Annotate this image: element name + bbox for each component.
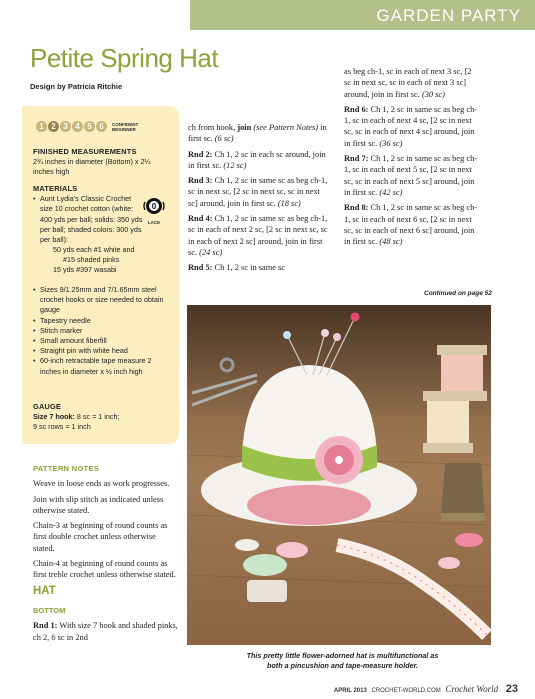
instruction-rnd-2: Rnd 2: Ch 1, 2 sc in each sc around, join in first sc. (12 sc) [188,149,326,170]
instruction-rnd-3: Rnd 3: Ch 1, 2 sc in same sc as beg ch-1, sc in next sc, [2 sc in next sc, sc in next sc] around, join in first sc. (18 sc) [188,176,328,208]
pattern-note: Join with slip stitch as indicated unless otherwise stated. [33,494,164,515]
instruction-rnd-8: Rnd 8: Ch 1, 2 sc in same sc as beg ch-1, sc in each of next 6 sc, [2 sc in next sc, sc in each of next 6 sc] around, join in first sc. (48 sc) [344,203,478,247]
instructions-column-3 [344,66,479,251]
footer-website: CROCHET-WORLD.COM [371,688,441,694]
materials-item: • Stitch marker [33,326,173,336]
pincushion-base [247,485,371,525]
skill-dot: 5 [84,121,95,132]
materials-item: • Straight pin with white head [33,346,173,356]
instructions-column-2 [188,122,328,278]
flower-icon [315,436,363,484]
materials-item: • 60-inch retractable tape measure 2 inches in diameter x ½ inch high [33,356,173,376]
materials-item: • Sizes 9/1.25mm and 7/1.65mm steel crochet hooks or size needed to obtain gauge [33,285,173,316]
instruction-rnd-1-cont: ch from hook, join (see Pattern Notes) in first sc. (6 sc) [188,123,327,144]
materials-list-rest [33,285,173,377]
yarn-weight-label: LACE [147,220,161,225]
gauge-hook: Size 7 hook: [33,412,75,422]
skill-dot: 1 [36,121,47,132]
photo-caption: This pretty little flower-adorned hat is multifunctional as both a pincushion and tape-measure holder. [246,651,439,670]
continued-note: Continued on page 52 [424,290,492,297]
instruction-rnd-5: Rnd 5: Ch 1, 2 sc in same sc [188,263,286,273]
section-label: GARDEN PARTY [376,6,521,25]
bottom-heading: BOTTOM [33,605,66,615]
instruction-rnd-6: Rnd 6: Ch 1, 2 sc in same sc as beg ch-1, sc in each of next 4 sc, [2 sc in next sc, sc in each of next 4 sc] around, join in first sc. (36 sc) [344,104,478,148]
hat-heading: HAT [33,584,56,597]
pattern-notes-heading: PATTERN NOTES [33,464,100,473]
skill-level [36,121,142,132]
gauge-heading: GAUGE [33,402,62,411]
footer-date: APRIL 2013 [333,688,367,694]
materials-heading: MATERIALS [33,184,78,193]
hat-photo [187,305,491,645]
finished-measurements [33,147,173,178]
gauge-block: GAUGE Size 7 hook: 8 sc = 1 inch; 9 sc rows = 1 inch [33,402,173,433]
yarn-weight-number: 0 [151,202,157,211]
page-number: 23 [505,683,518,695]
instruction-rnd-1: Rnd 1: With size 7 hook and shaded pinks, ch 2, 6 sc in 2nd [33,621,178,642]
pattern-note: Chain-4 at beginning of round counts as first treble crochet unless otherwise stated. [33,559,176,580]
instruction-rnd-7: Rnd 7: Ch 1, 2 sc in same sc as beg ch-1, sc in each of next 5 sc, [2 sc in next sc, sc in each of next 5 sc] around, join in first sc. (42 sc) [344,154,478,197]
yarn-colors: 50 yds each #1 white and #15 shaded pinks 15 yds #397 wasabi [53,245,135,275]
byline: Design by Patricia Ritchie [30,82,123,91]
skill-level-label: CONFIDENT BEGINNER [112,121,139,132]
pattern-notes [33,463,178,647]
page-title: Petite Spring Hat [30,43,219,73]
skill-dot: 2 [48,121,59,132]
materials-item: • Tapestry needle [33,316,173,326]
instruction-rnd-5-cont: as beg ch-1, sc in each of next 3 sc, [2 sc in next sc, sc in each of next 3 sc] around, join in first sc. (30 sc) [344,67,472,99]
page-footer [334,683,518,695]
thimble-icon [441,463,485,521]
finished-text: 2¾ inches in diameter (Bottom) x 2¼ inches high [33,157,151,177]
instruction-rnd-4: Rnd 4: Ch 1, 2 sc in same sc as beg ch-1, sc in each of next 2 sc, [2 sc in next sc, sc in each of next 2 sc] around, join in first sc. (24 sc) [188,214,328,257]
footer-magazine: Crochet World [445,684,499,694]
materials-block [33,184,145,245]
materials-item: • Small amount fiberfill [33,336,173,346]
yarn-weight-icon [141,194,167,218]
pattern-note: Weave in loose ends as work progresses. [33,479,170,489]
thread-spool-icon [423,391,473,453]
skill-dot: 4 [72,121,83,132]
pattern-note: Chain-3 at beginning of round counts as first double crochet unless otherwise stated. [33,521,168,553]
skill-dot: 3 [60,121,71,132]
tape-end-icon [247,580,287,602]
finished-heading: FINISHED MEASUREMENTS [33,147,137,156]
section-banner [190,0,535,30]
skill-dot: 6 [96,121,107,132]
materials-item: • Aunt Lydia’s Classic Crochet size 10 crochet cotton (white: 400 yds per ball; solids: 350 yds per ball; shaded colors: 300 yds per ball): [33,194,145,245]
